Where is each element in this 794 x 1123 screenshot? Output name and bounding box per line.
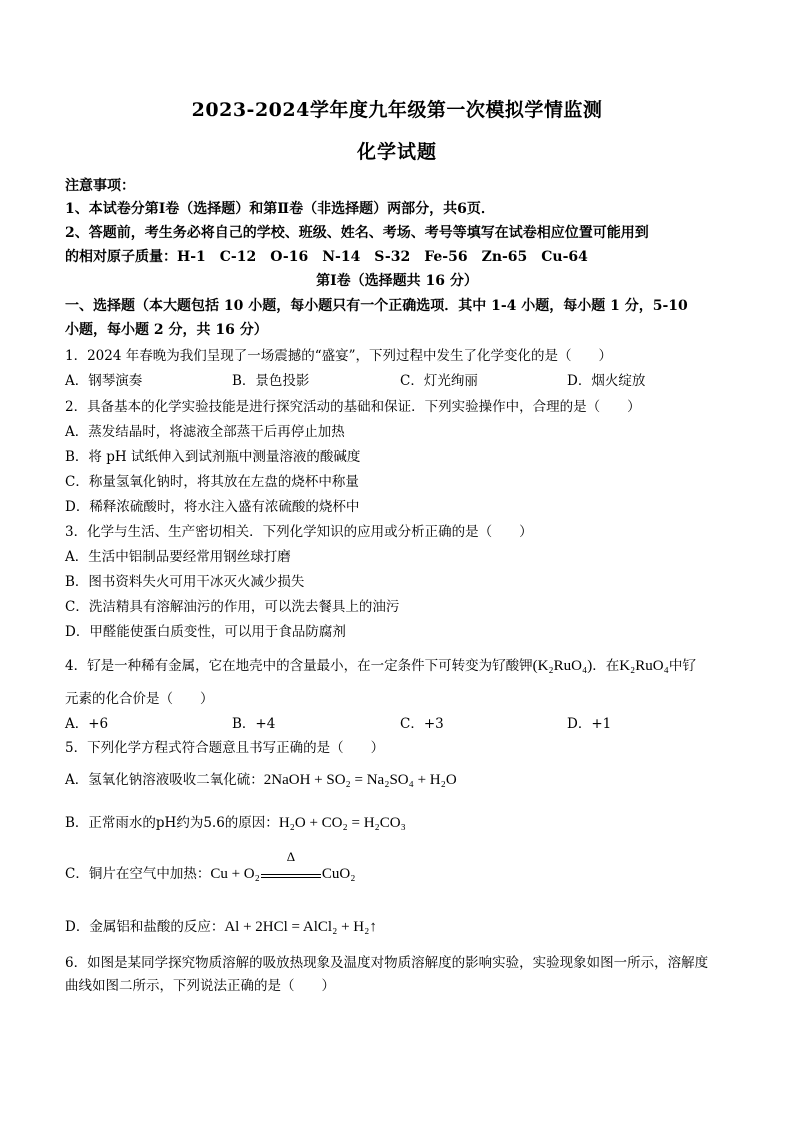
q1-option-d[interactable]: D．烟火绽放 — [567, 373, 646, 389]
q4-stem-line2: 元素的化合价是（ ） — [65, 691, 214, 707]
exam-title: 2023-2024学年度九年级第一次模拟学情监测 — [191, 99, 603, 121]
q6-stem-2: 曲线如图二所示，下列说法正确的是（ ） — [65, 978, 335, 994]
q2-stem: 2．具备基本的化学实验技能是进行探究活动的基础和保证．下列实验操作中，合理的是（ ） — [65, 399, 641, 415]
q5-option-c-eq-right: CuO₂ — [321, 866, 356, 882]
q5-option-d[interactable] — [65, 918, 735, 936]
q3-option-d[interactable]: D．甲醛能使蛋白质变性，可以用于食品防腐剂 — [65, 624, 346, 640]
q4-option-a[interactable]: A．+6 — [65, 716, 109, 732]
q5-option-a-text: A．氢氧化钠溶液吸收二氧化硫： — [65, 772, 264, 788]
q6-stem-1: 6．如图是某同学探究物质溶解的吸放热现象及温度对物质溶解度的影响实验，实验现象如图一所示，溶解度 — [65, 955, 709, 971]
q3-stem: 3．化学与生活、生产密切相关．下列化学知识的应用或分析正确的是（ ） — [65, 524, 533, 540]
q2-option-a[interactable]: A．蒸发结晶时，将滤液全部蒸干后再停止加热 — [65, 424, 345, 440]
q2-option-d[interactable]: D．稀释浓硫酸时，将水注入盛有浓硫酸的烧杯中 — [65, 499, 360, 515]
q5-option-a-equation: 2NaOH + SO₂ = Na₂SO₄ + H₂O — [263, 772, 457, 788]
part1-title: 第Ⅰ卷（选择题共 16 分） — [316, 273, 478, 289]
q4-formula: K₂RuO₄ — [619, 658, 669, 674]
q4-stem-pre: 4．钌是一种稀有金属，它在地壳中的含量最小，在一定条件下可转变为钌酸钾 — [65, 658, 533, 674]
q4-stem — [65, 657, 735, 675]
q4-option-d[interactable]: D．+1 — [567, 716, 612, 732]
q4-stem-post: 中钌 — [668, 658, 696, 674]
notes-item-2a: 2、答题前，考生务必将自己的学校、班级、姓名、考场、考号等填写在试卷相应位置可能用到 — [65, 225, 649, 241]
q1-option-a[interactable]: A．钢琴演奏 — [65, 373, 143, 389]
q4-stem-mid: ．在 — [592, 658, 620, 674]
q5-option-b[interactable] — [65, 814, 735, 832]
q3-option-c[interactable]: C．洗洁精具有溶解油污的作用，可以洗去餐具上的油污 — [65, 599, 400, 615]
q1-option-b[interactable]: B．景色投影 — [232, 373, 310, 389]
q5-option-a[interactable] — [65, 771, 735, 789]
q4-option-c[interactable]: C．+3 — [400, 716, 444, 732]
notes-item-1: 1、本试卷分第Ⅰ卷（选择题）和第Ⅱ卷（非选择题）两部分，共6页． — [65, 201, 495, 217]
q5-option-d-equation: Al + 2HCl = AlCl₂ + H₂↑ — [224, 919, 377, 935]
q3-option-b[interactable]: B．图书资料失火可用干冰灭火减少损失 — [65, 574, 305, 590]
q2-option-c[interactable]: C．称量氢氧化钠时，将其放在左盘的烧杯中称量 — [65, 474, 359, 490]
q5-option-c-text: C．铜片在空气中加热： — [65, 866, 211, 882]
exam-subject: 化学试题 — [356, 141, 437, 163]
q1-stem: 1．2024 年春晚为我们呈现了一场震撼的“盛宴”，下列过程中发生了化学变化的是（ ） — [65, 348, 613, 364]
q2-option-b[interactable]: B．将 pH 试纸伸入到试剂瓶中测量溶液的酸碱度 — [65, 449, 361, 465]
q1-option-c[interactable]: C．灯光绚丽 — [400, 373, 478, 389]
q5-stem: 5．下列化学方程式符合题意且书写正确的是（ ） — [65, 740, 385, 756]
q4-formula-paren: (K₂RuO₄) — [532, 658, 593, 674]
q5-option-b-text: B．正常雨水的pH约为5.6的原因： — [65, 815, 279, 831]
q3-option-a[interactable]: A．生活中铝制品要经常用钢丝球打磨 — [65, 549, 291, 565]
section-instructions-b: 小题，每小题 2 分，共 16 分） — [65, 322, 268, 338]
notes-item-2b: 的相对原子质量：H-1 C-12 O-16 N-14 S-32 Fe-56 Zn-65 Cu-64 — [65, 249, 588, 265]
heating-equal-sign — [261, 848, 321, 884]
q5-option-d-text: D．金属铝和盐酸的反应： — [65, 919, 225, 935]
q4-option-b[interactable]: B．+4 — [232, 716, 276, 732]
section-instructions-a: 一、选择题（本大题包括 10 小题，每小题只有一个正确选项．其中 1-4 小题，每小题 1 分，5-10 — [65, 298, 688, 314]
q5-option-b-equation: H₂O + CO₂ = H₂CO₃ — [278, 815, 406, 831]
q5-option-c-eq-left: Cu + O₂ — [210, 866, 260, 882]
q5-option-c[interactable] — [65, 848, 735, 884]
notes-heading: 注意事项： — [65, 178, 135, 194]
heating-condition: Δ — [286, 848, 296, 864]
